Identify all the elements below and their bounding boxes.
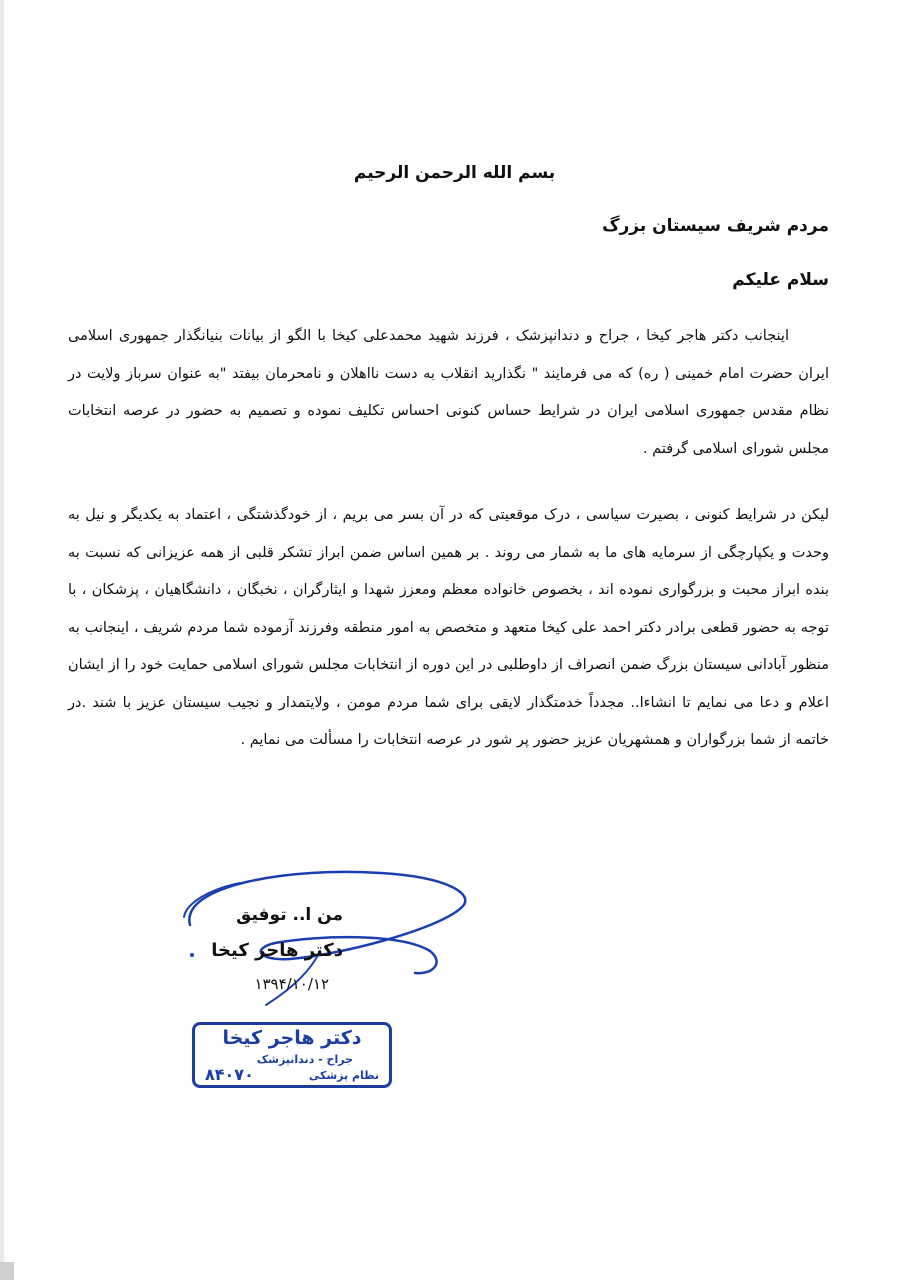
handwritten-signature <box>170 855 500 1015</box>
basmala-heading: بسم الله الرحمن الرحیم <box>353 163 556 183</box>
signature-line-1: من ا.. توفیق <box>236 905 343 925</box>
stamp-council: نظام پزشکی <box>308 1069 379 1082</box>
addressee-line: مردم شریف سیستان بزرگ <box>602 216 829 236</box>
stamp-title: جراح - دندانپزشک <box>256 1053 353 1066</box>
stamp-number: ۸۴۰۷۰ <box>205 1065 254 1084</box>
stamp-name: دکتر هاجر کیخا <box>222 1027 362 1049</box>
scan-corner-mark <box>0 1262 14 1280</box>
paragraph-intro: اینجانب دکتر هاجر کیخا ، جراح و دندانپزشک ، فرزند شهید محمدعلی کیخا با الگو از بیانات بنیانگذار جمهوری اسلامی ایران حضرت امام خمینی ( ره) که می فرمایند " نگذارید انقلاب به دست نااهلان و نامحرمان بیفتد "به عنوان سرباز ولایت در نظام مقدس جمهوری اسلامی ایران در شرایط حساس کنونی احساس تکلیف نموده و تصمیم به حضور در عرصه انتخابات مجلس شورای اسلامی گرفتم . <box>68 328 829 457</box>
scan-edge-shadow <box>0 0 4 1280</box>
doctor-stamp <box>192 1022 392 1088</box>
paragraph-main: لیکن در شرایط کنونی ، بصیرت سیاسی ، درک موقعیتی که در آن بسر می بریم ، از خودگذشتگی ، اعتماد به یکدیگر و نیل به وحدت و یکپارچگی از سرمایه های ما به شمار می روند . بر همین اساس ضمن ابراز تشکر قلبی از همه عزیزانی که نسبت به بنده ابراز محبت و بزرگواری نموده اند ، بخصوص خانواده معظم ومعزز شهدا و ایثارگران ، نخبگان ، دانشگاهیان ، پزشکان ، با توجه به حضور قطعی برادر دکتر احمد علی کیخا متعهد و متخصص به امور منطقه وفرزند آزموده شما مردم شریف ، اینجانب به منظور آبادانی سیستان بزرگ ضمن انصراف از داوطلبی در این دوره از انتخابات مجلس شورای اسلامی حمایت خود را از ایشان اعلام و دعا می نمایم تا انشاءا.. مجدداً خدمتگذار لایقی برای شما مردم مومن ، ولایتمدار و نجیب سیستان عزیز با شند .در خاتمه از شما بزرگواران و همشهریان عزیز حضور پر شور در عرصه انتخابات را مسألت می نمایم . <box>68 507 829 748</box>
signature-name: دکتر هاجر کیخا <box>211 940 343 961</box>
greeting-line: سلام علیکم <box>732 270 829 290</box>
signature-date: ۱۳۹۴/۱۰/۱۲ <box>254 975 329 993</box>
